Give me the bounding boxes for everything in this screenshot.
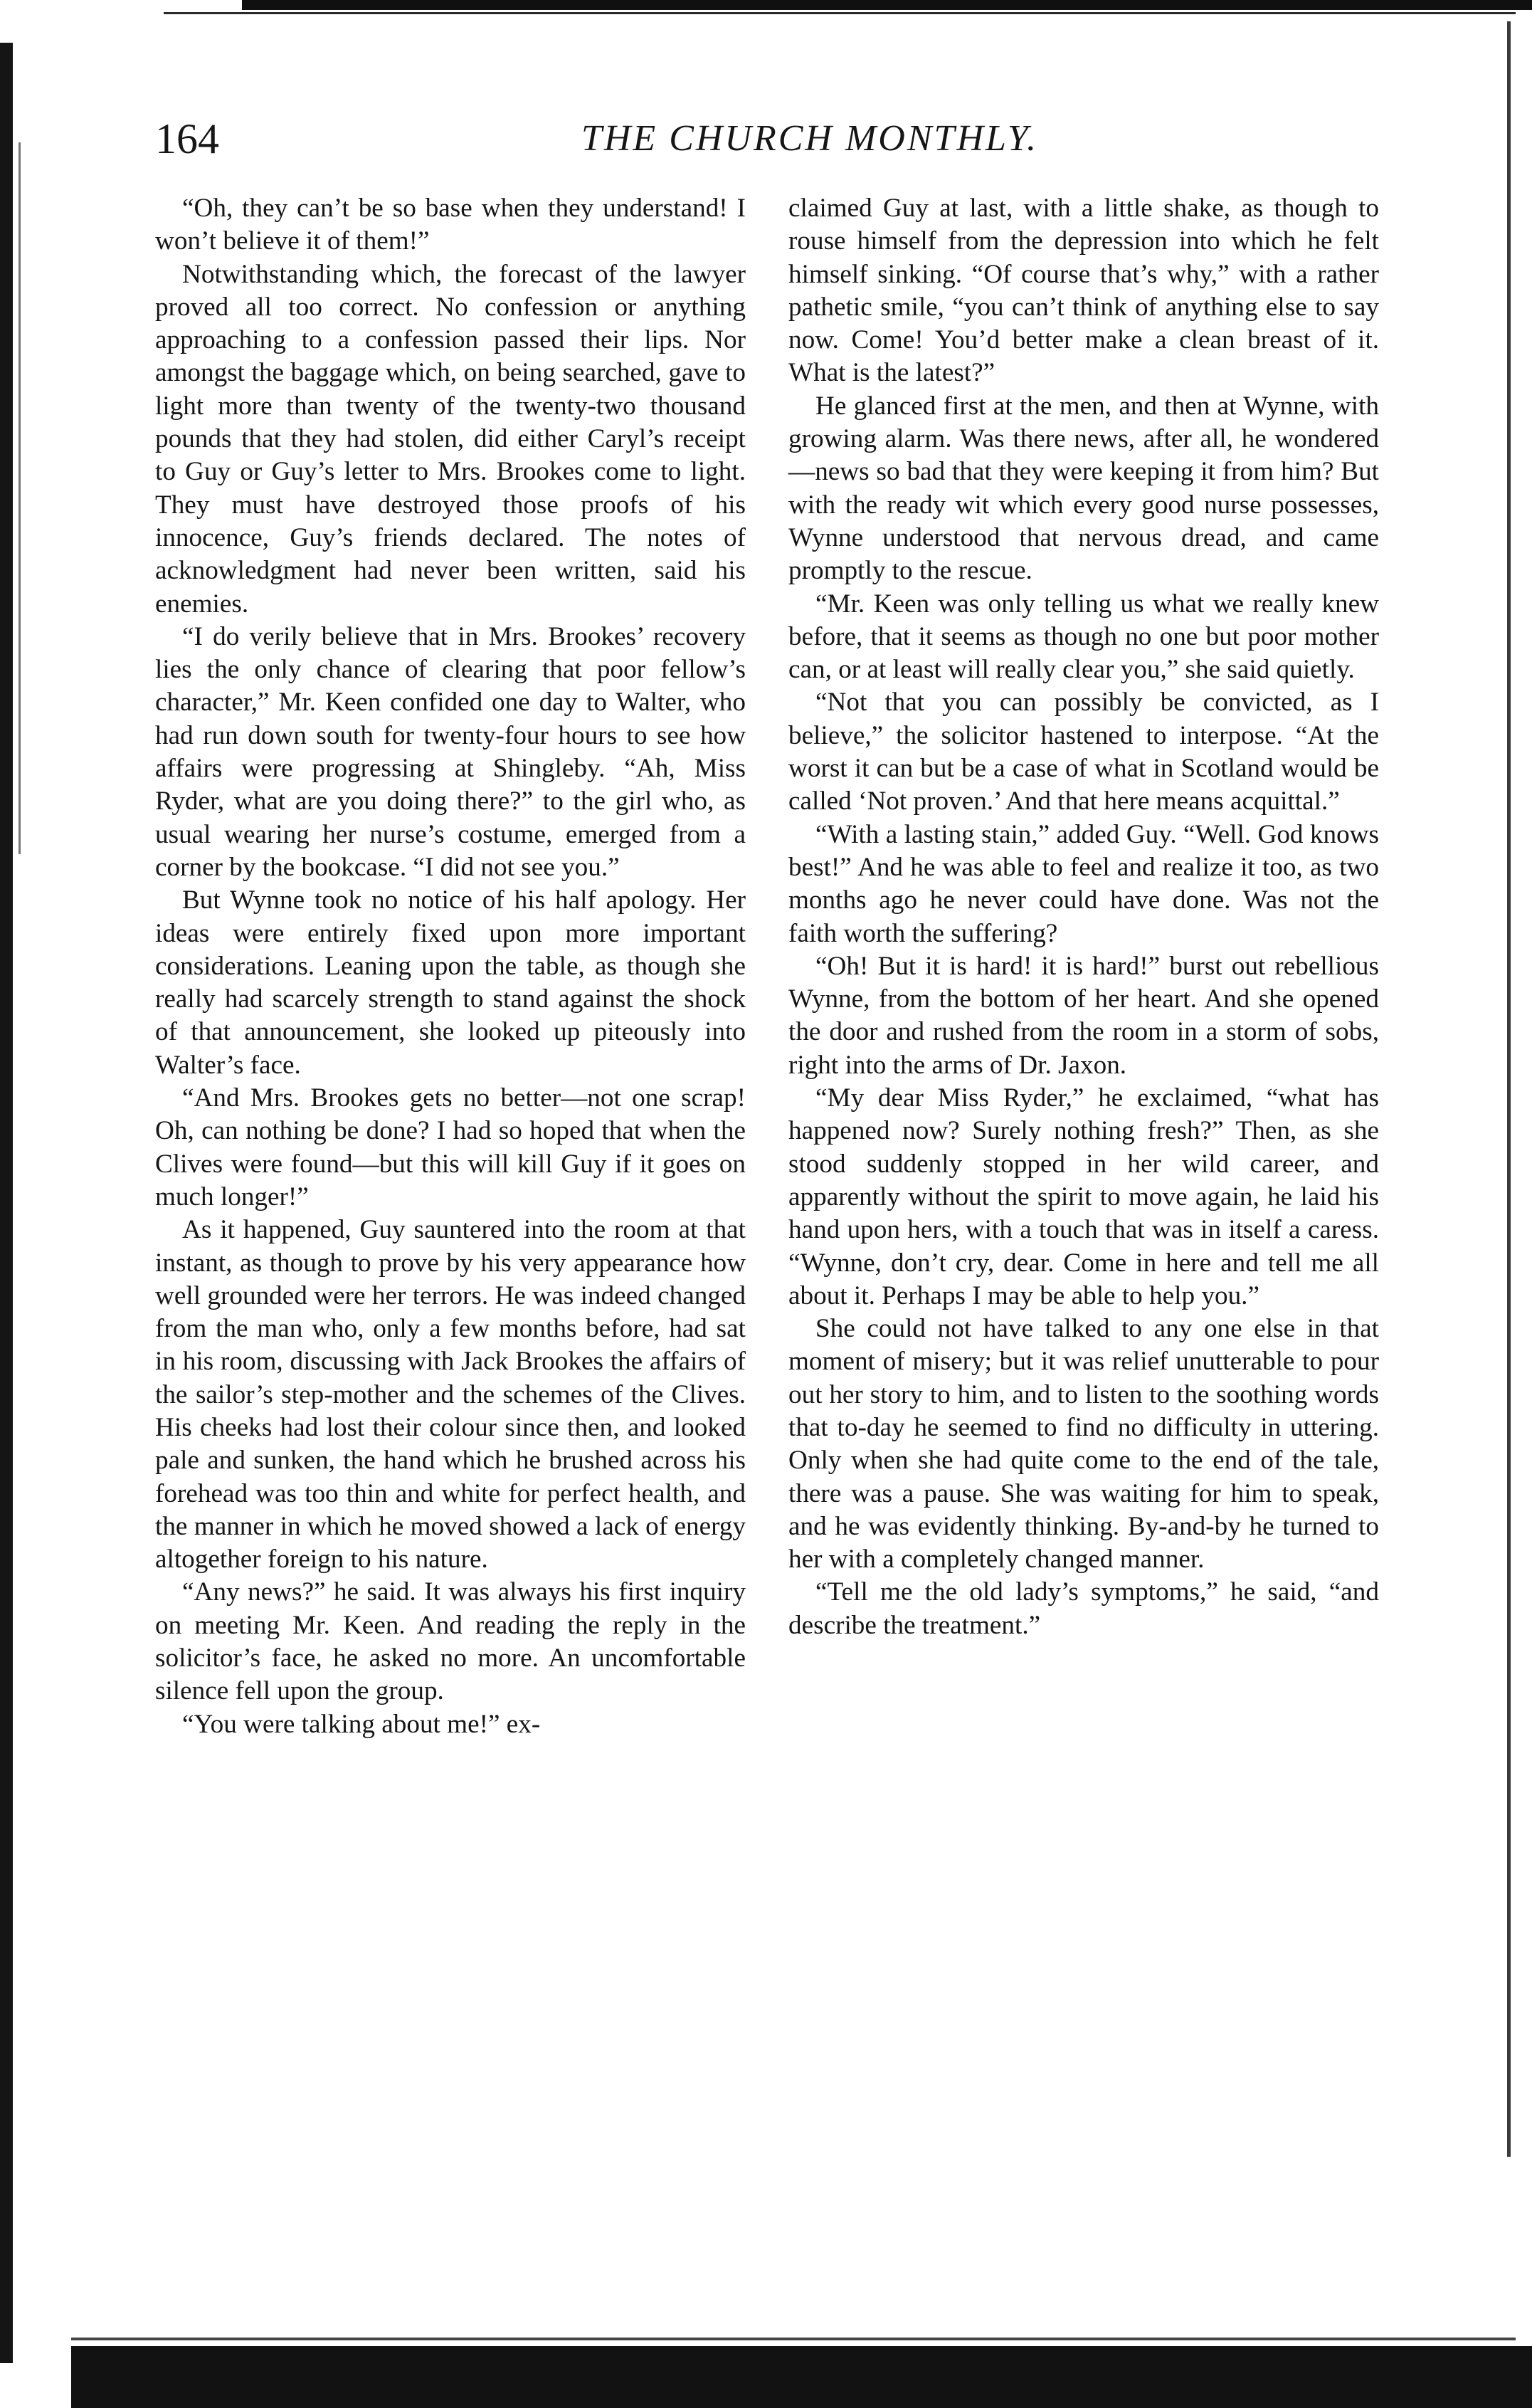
paragraph: “Tell me the old lady’s symptoms,” he said, “and describe the treatment.” [788, 1577, 1379, 1640]
paragraph-continued: claimed Guy at last, with a little shake, as though to rouse himself from the depression into which he felt himself sinking. “Of course that’s why,” with a rather pathetic smile, “you can’t think of anything else to say now. Come! You’d better make a clean breast of it. What is the latest?” [788, 194, 1379, 388]
paragraph: “With a lasting stain,” added Guy. “Well. God knows best!” And he was able to feel and realize it too, as two months ago he never could have done. Was not the faith worth the suffering? [788, 819, 1379, 948]
page-border-bottom [71, 2346, 1532, 2408]
scan-edge-right [1507, 21, 1511, 2157]
page-border-top [242, 0, 1532, 10]
paragraph: “Not that you can possibly be convicted, as I believe,” the solicitor hastened to interpose. “At the worst it can but be a case of what in Scotland would be called ‘Not proven.’ And that here means acquittal.” [788, 688, 1379, 816]
page-header [155, 107, 1464, 171]
scan-edge-left [0, 43, 13, 2363]
paragraph: “You were talking about me!” ex- [182, 1709, 541, 1739]
scan-edge-left-thin [19, 142, 21, 854]
paragraph: But Wynne took no notice of his half apology. Her ideas were entirely fixed upon more important considerations. Leaning upon the table, as though she really had scarcely strength to stand against the shock of that announcement, she looked up piteously into Walter’s face. [155, 885, 746, 1080]
paragraph: Notwithstanding which, the forecast of the lawyer proved all too correct. No confession or anything approaching to a confession passed their lips. Nor amongst the baggage which, on being searched, gave to light more than twenty of the twenty-two thousand pounds that they had stolen, did either Caryl’s receipt to Guy or Guy’s letter to Mrs. Brookes come to light. They must have destroyed those proofs of his innocence, Guy’s friends declared. The notes of acknowledgment had never been written, said his enemies. [155, 259, 746, 619]
running-title: THE CHURCH MONTHLY. [581, 118, 1039, 159]
paragraph: “Oh, they can’t be so base when they understand! I won’t believe it of them!” [155, 194, 746, 256]
paragraph: She could not have talked to any one else in that moment of misery; but it was relief unutterable to pour out her story to him, and to listen to the soothing words that to-day he seemed to find no difficulty in uttering. Only when she had quite come to the end of the tale, there was a pause. She was waiting for him to speak, and he was evidently thinking. By-and-by he turned to her with a completely changed manner. [788, 1314, 1379, 1574]
paragraph: “And Mrs. Brookes gets no better—not one scrap! Oh, can nothing be done? I had so hoped that when the Clives were found—but this will kill Guy if it goes on much longer!” [155, 1083, 746, 1211]
page-border-bottom-thin [71, 2338, 1516, 2340]
text-column-right [788, 192, 1379, 1642]
text-column-left [155, 192, 746, 1741]
paragraph: “Any news?” he said. It was always his first inquiry on meeting Mr. Keen. And reading the reply in the solicitor’s face, he asked no more. An uncomfortable silence fell upon the group. [155, 1577, 746, 1706]
paragraph: “I do verily believe that in Mrs. Brookes’ recovery lies the only chance of clearing that poor fellow’s character,” Mr. Keen confided one day to Walter, who had run down south for twenty-four hours to see how affairs were progressing at Shingleby. “Ah, Miss Ryder, what are you doing there?” to the girl who, as usual wearing her nurse’s costume, emerged from a corner by the bookcase. “I did not see you.” [155, 621, 746, 882]
paragraph: “Oh! But it is hard! it is hard!” burst out rebellious Wynne, from the bottom of her heart. And she opened the door and rushed from the room in a storm of sobs, right into the arms of Dr. Jaxon. [788, 951, 1379, 1080]
paragraph: “Mr. Keen was only telling us what we really knew before, that it seems as though no one but poor mother can, or at least will really clear you,” she said quietly. [788, 589, 1379, 685]
paragraph: “My dear Miss Ryder,” he exclaimed, “what has happened now? Surely nothing fresh?” Then, as she stood suddenly stopped in her wild career, and apparently without the spirit to move again, he laid his hand upon hers, with a touch that was in itself a caress. “Wynne, don’t cry, dear. Come in here and tell me all about it. Perhaps I may be able to help you.” [788, 1083, 1379, 1310]
paragraph: As it happened, Guy sauntered into the room at that instant, as though to prove by his very appearance how well grounded were her terrors. He was indeed changed from the man who, only a few months before, had sat in his room, discussing with Jack Brookes the affairs of the sailor’s step-mother and the schemes of the Clives. His cheeks had lost their colour since then, and looked pale and sunken, the hand which he brushed across his forehead was too thin and white for perfect health, and the manner in which he moved showed a lack of energy altogether foreign to his nature. [155, 1215, 746, 1574]
page-border-top-thin [164, 12, 1516, 14]
paragraph: He glanced first at the men, and then at Wynne, with growing alarm. Was there news, after all, he wondered—news so bad that they were keeping it from him? But with the ready wit which every good nurse possesses, Wynne understood that nervous dread, and came promptly to the rescue. [788, 391, 1379, 586]
page-number: 164 [155, 115, 219, 162]
